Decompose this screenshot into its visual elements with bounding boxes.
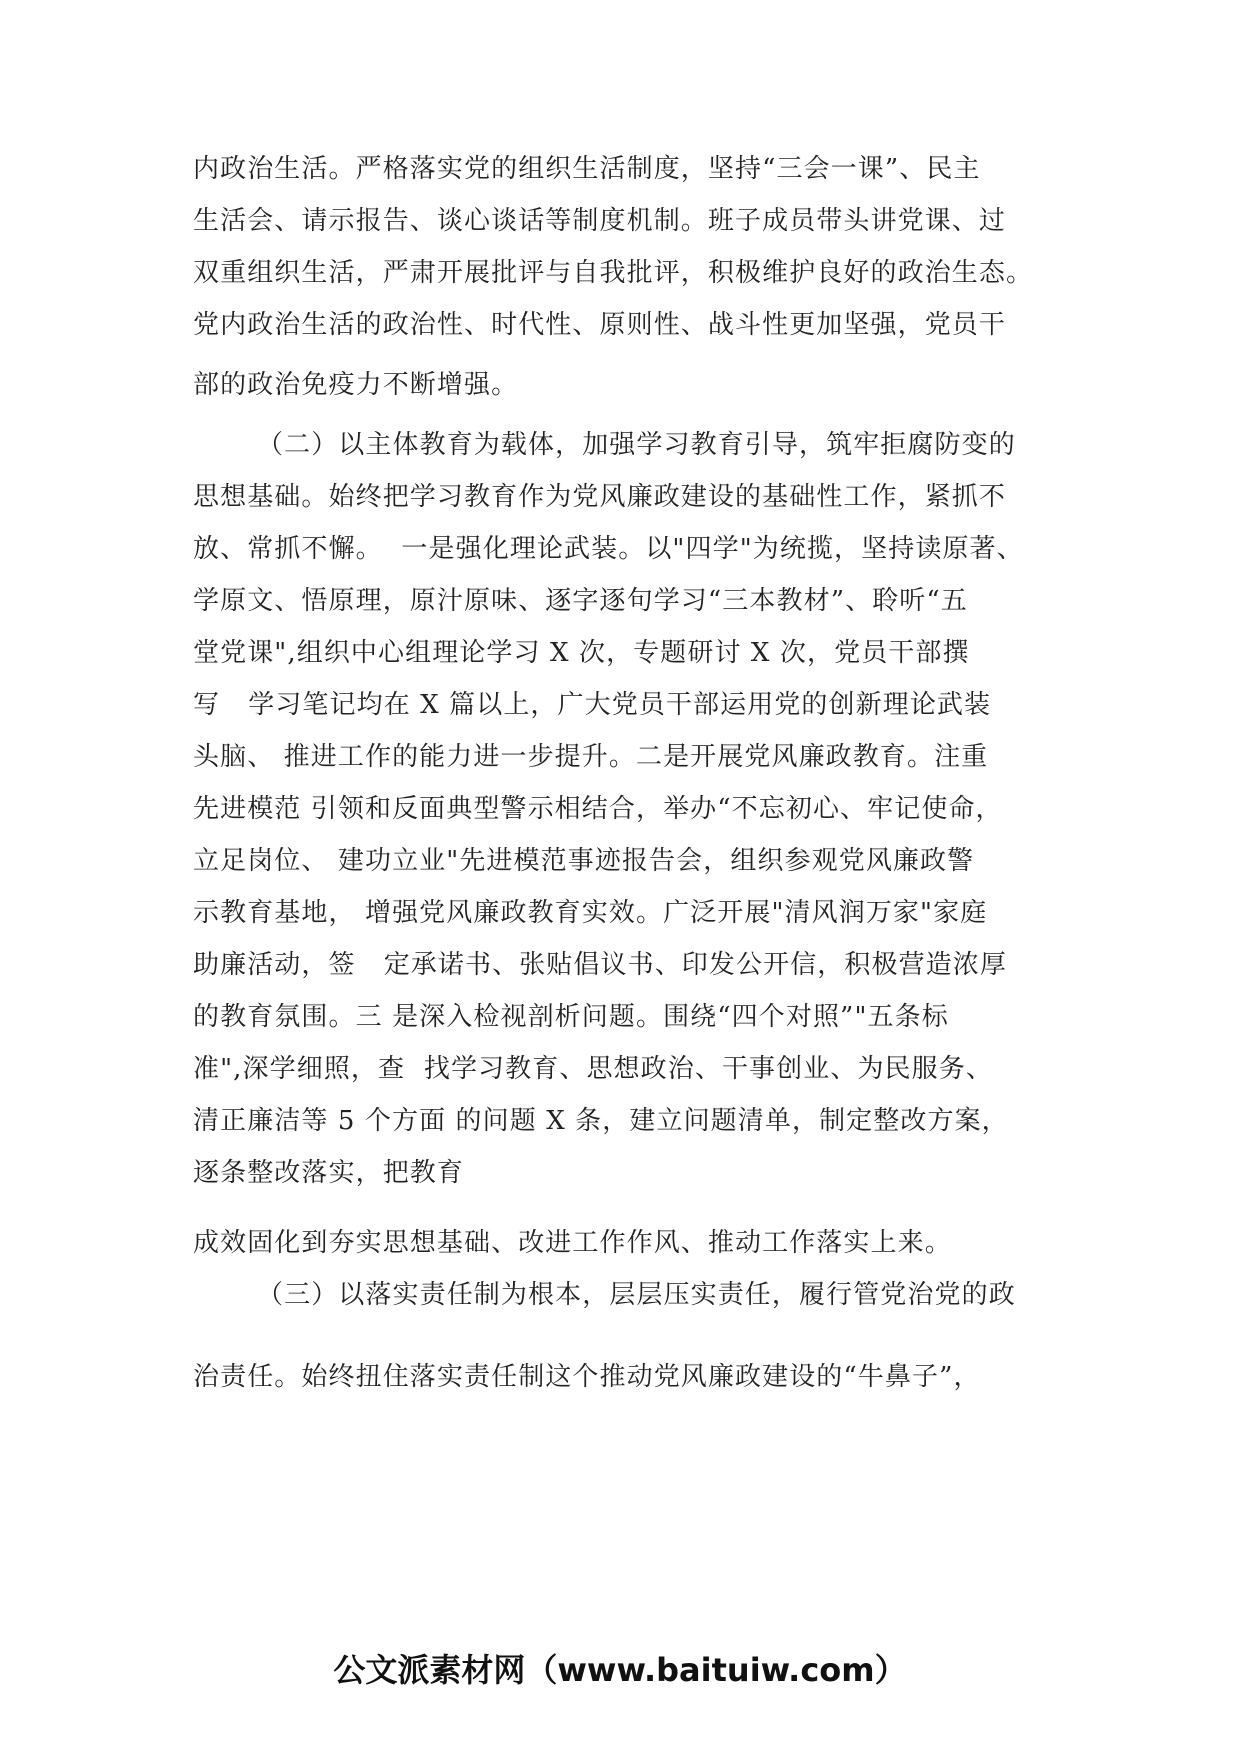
text-line: 部的政治免疫力不断增强。 [193,370,519,400]
text-line: 成效固化到夯实思想基础、改进工作作风、推动工作落实上来。 [193,1228,952,1258]
section-heading: （三）以落实责任制为根本，层层压实责任，履行管党治党的政 [257,1280,1016,1310]
text-line: 党内政治生活的政治性、时代性、原则性、战斗性更加坚强，党员干 [193,310,1007,340]
section-heading: （二）以主体教育为载体，加强学习教育引导，筑牢拒腐防变的 [257,430,1016,460]
text-line: 生活会、请示报告、谈心谈话等制度机制。班子成员带头讲党课、过 [193,206,1007,236]
text-line: 写 学习笔记均在 X 篇以上，广大党员干部运用党的创新理论武装 [193,690,992,720]
text-line: 内政治生活。严格落实党的组织生活制度，坚持“三会一课”、民主 [193,154,981,184]
text-line: 堂党课",组织中心组理论学习 X 次，专题研讨 X 次，党员干部撰 [193,638,970,668]
text-line: 清正廉洁等 5 个方面 的问题 X 条，建立问题清单，制定整改方案， [193,1106,1009,1136]
text-line: 逐条整改落实，把教育 [193,1158,465,1188]
text-line: 的教育氛围。三 是深入检视剖析问题。围绕“四个对照”"五条标 [193,1002,949,1032]
footer-watermark: 公文派素材网（www.baituiw.com） [333,1651,907,1689]
text-line: 放、常抓不懈。 一是强化理论武装。以"四学"为统揽，坚持读原著、 [193,534,1024,564]
text-line: 治责任。始终扭住落实责任制这个推动党风廉政建设的“牛鼻子”， [193,1362,981,1392]
text-line: 思想基础。始终把学习教育作为党风廉政建设的基础性工作，紧抓不 [193,482,1007,512]
text-line: 先进模范 引领和反面典型警示相结合，举办“不忘初心、牢记使命， [193,794,1003,824]
text-line: 头脑、 推进工作的能力进一步提升。二是开展党风廉政教育。注重 [193,742,989,772]
text-line: 立足岗位、 建功立业"先进模范事迹报告会，组织参观党风廉政警 [193,846,975,876]
text-line: 双重组织生活，严肃开展批评与自我批评，积极维护良好的政治生态。 [193,258,1034,288]
text-line: 准",深学细照，查 找学习教育、思想政治、干事创业、为民服务、 [193,1054,993,1084]
text-line: 助廉活动，签 定承诺书、张贴倡议书、印发公开信，积极营造浓厚 [193,950,1007,980]
text-line: 示教育基地， 增强党风廉政教育实效。广泛开展"清风润万家"家庭 [193,898,988,928]
text-line: 学原文、悟原理，原汁原味、逐字逐句学习“三本教材”、聆听“五 [193,586,968,616]
